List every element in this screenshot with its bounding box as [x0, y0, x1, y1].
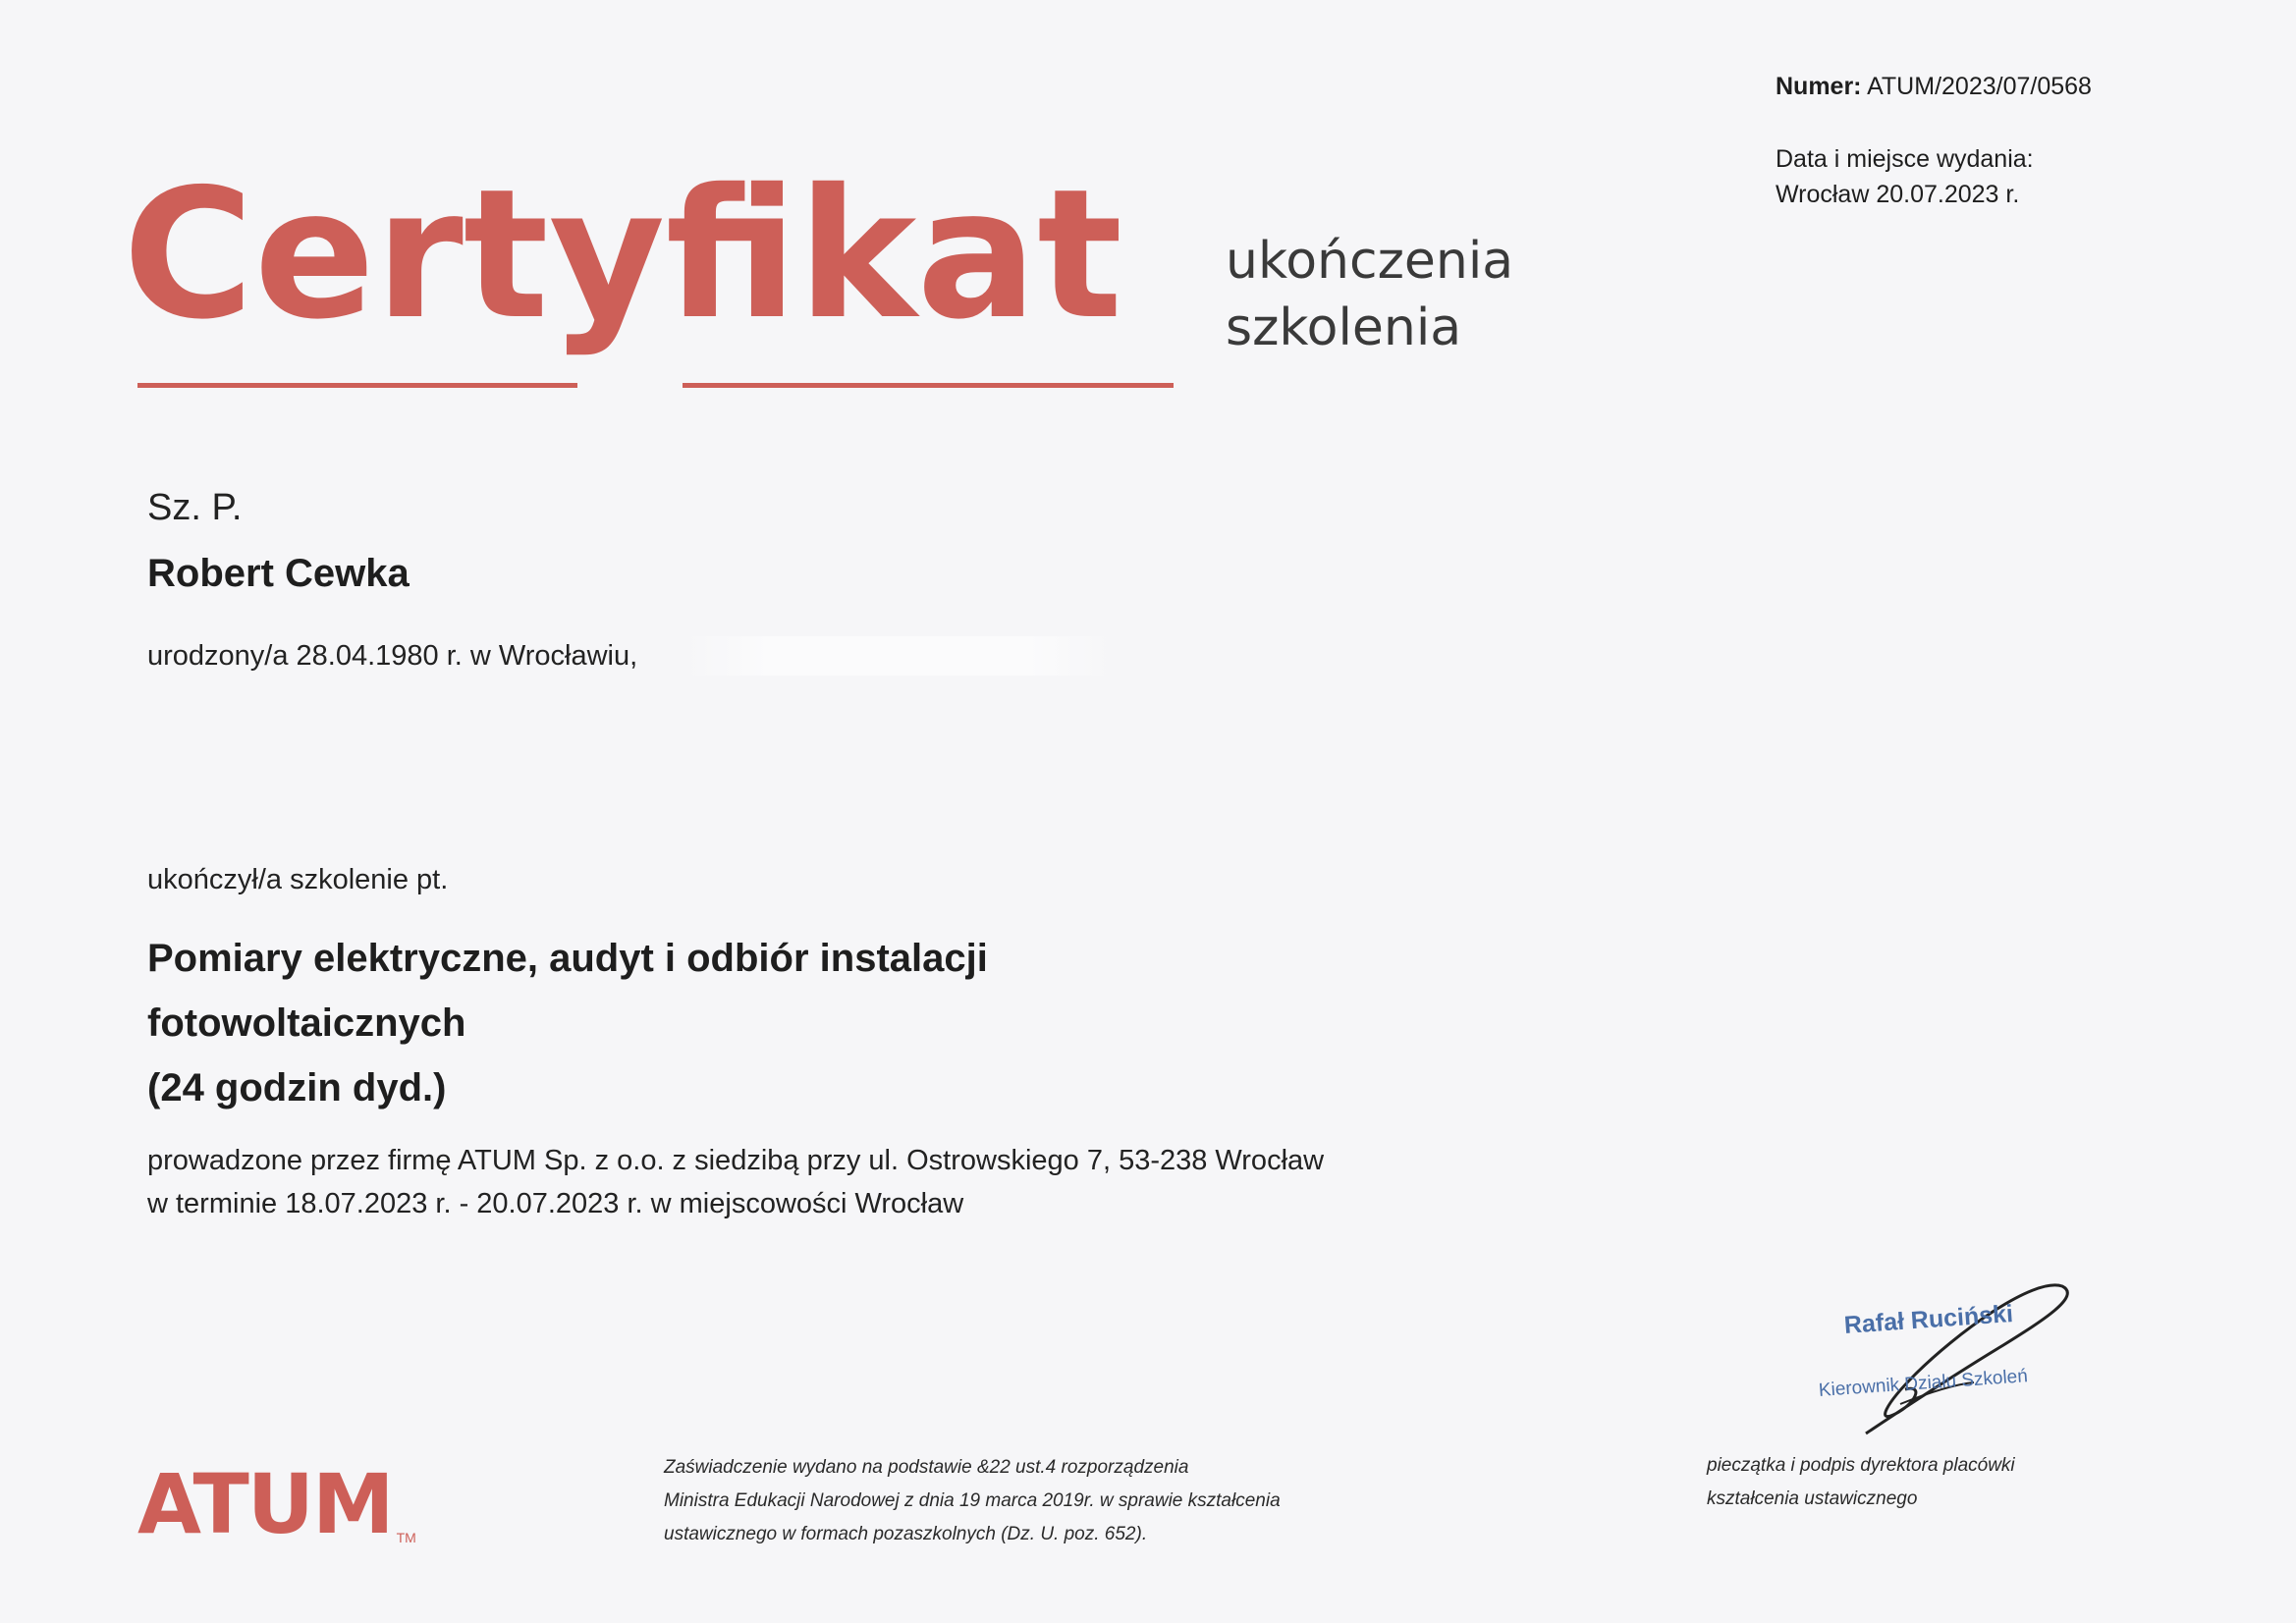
course-details [147, 1139, 1522, 1225]
recipient-name: Robert Cewka [147, 552, 410, 595]
course-hours: (24 godzin dyd.) [147, 1066, 447, 1109]
logo-wordmark: ATUM [137, 1456, 393, 1552]
redacted-area [683, 636, 1115, 676]
legal-basis-note [664, 1451, 1430, 1551]
signature-caption [1707, 1449, 2119, 1516]
issue-date-label: Data i miejsce wydania: [1776, 145, 2034, 173]
number-value: ATUM/2023/07/0568 [1867, 73, 2092, 100]
course-dates: w terminie 18.07.2023 r. - 20.07.2023 r. w miejscowości Wrocław [147, 1188, 964, 1219]
course-title [147, 926, 1326, 1120]
atum-logo [137, 1456, 416, 1552]
legal-line-1: Zaświadczenie wydano na podstawie &22 ust.4 rozporządzenia [664, 1457, 1189, 1478]
issue-date-block [1776, 141, 2092, 212]
logo-trademark: TM [396, 1530, 416, 1545]
birth-info: urodzony/a 28.04.1980 r. w Wrocławiu, [147, 640, 638, 672]
issue-date-value: Wrocław 20.07.2023 r. [1776, 181, 2020, 208]
stamp-role: Kierownik Działu Szkoleń [1818, 1366, 2029, 1401]
salutation: Sz. P. [147, 487, 243, 528]
course-title-line-1: Pomiary elektryczne, audyt i odbiór instalacji [147, 937, 988, 980]
certificate-title: Certyfikat [123, 150, 1123, 358]
course-organizer: prowadzone przez firmę ATUM Sp. z o.o. z siedzibą przy ul. Ostrowskiego 7, 53-238 Wrocław [147, 1145, 1325, 1176]
completion-intro: ukończył/a szkolenie pt. [147, 864, 449, 895]
certificate-meta [1776, 69, 2092, 212]
signature-caption-line-1: pieczątka i podpis dyrektora placówki [1707, 1455, 2015, 1476]
signature-caption-line-2: kształcenia ustawicznego [1707, 1488, 1918, 1509]
certificate-number [1776, 69, 2092, 104]
legal-line-2: Ministra Edukacji Narodowej z dnia 19 marca 2019r. w sprawie kształcenia [664, 1490, 1281, 1511]
subtitle-line-2: szkolenia [1226, 298, 1462, 357]
number-label: Numer: [1776, 73, 1862, 100]
certificate-subtitle [1226, 228, 1513, 361]
stamp-name: Rafał Ruciński [1842, 1300, 2014, 1339]
signature-icon [1807, 1267, 2102, 1443]
title-underline-right [683, 383, 1174, 388]
legal-line-3: ustawicznego w formach pozaszkolnych (Dz. U. poz. 652). [664, 1524, 1148, 1544]
subtitle-line-1: ukończenia [1226, 232, 1514, 291]
course-title-line-2: fotowoltaicznych [147, 1001, 466, 1045]
title-underline-left [137, 383, 577, 388]
